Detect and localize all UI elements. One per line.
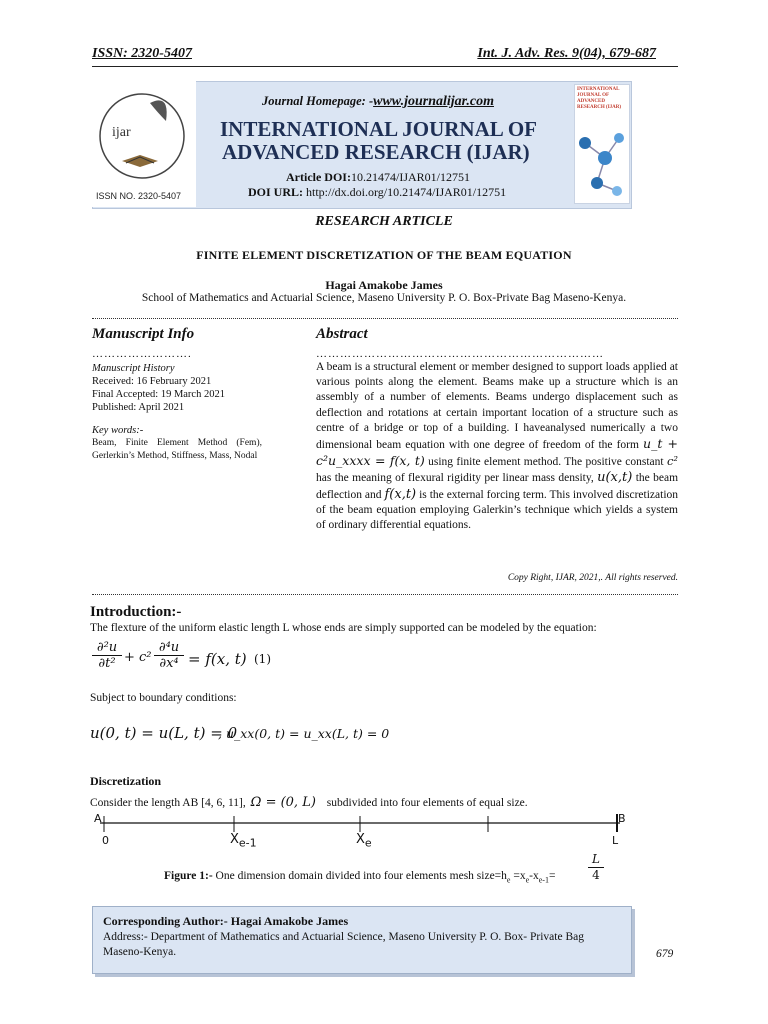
issn-header: ISSN: 2320-5407 [92, 46, 192, 61]
introduction-text: The flexture of the uniform elastic length L whose ends are simply supported can be modeled by the equation: [90, 622, 597, 634]
author-affiliation: School of Mathematics and Actuarial Science, Maseno University P. O. Box-Private Bag Maseno-Kenya. [141, 292, 627, 304]
node-xe1-label [230, 832, 257, 850]
boundary-conditions-label: Subject to boundary conditions: [90, 692, 237, 704]
manuscript-info-heading: Manuscript Info [92, 326, 195, 342]
received-date: Received: 16 February 2021 [92, 376, 212, 387]
history-label: Manuscript History [92, 363, 175, 374]
discretization-text-1: Consider the length AB [4, 6, 11], [90, 797, 246, 809]
homepage-link[interactable]: www.journalijar.com [373, 94, 494, 109]
journal-title-line1: INTERNATIONAL JOURNAL OF [220, 117, 537, 141]
xe1-base: X [230, 832, 239, 847]
keywords-label: Key words:- [92, 425, 144, 436]
abstract-fxt: f(x,t) [384, 486, 417, 502]
doi-url-value[interactable]: http://dx.doi.org/10.21474/IJAR01/12751 [306, 185, 507, 199]
point-A-label: A [94, 812, 102, 825]
journal-logo [92, 81, 196, 207]
page-number: 679 [656, 948, 674, 960]
abstract-uxt: u(x,t) [597, 470, 633, 486]
corresponding-author-box [92, 906, 632, 974]
logo-text: ijar [112, 125, 131, 140]
article-type: RESEARCH ARTICLE [315, 214, 453, 229]
caption-mid: =x [510, 870, 526, 882]
journal-cover-thumbnail [574, 84, 630, 204]
caption-sub-e2: e [525, 875, 530, 885]
separator-dots-1 [92, 318, 678, 319]
eq1-number: (1) [254, 652, 271, 666]
separator-dots-2 [92, 594, 678, 595]
omega-domain: Ω = (0, L) [250, 795, 316, 810]
figure-1-caption [164, 870, 555, 884]
molecule-icon [575, 113, 629, 203]
abstract-text-4: the beam deflection and [316, 472, 679, 501]
boundary-condition-2: , u_xx(0, t) = u_xx(L, t) = 0 [218, 726, 390, 741]
node-xe-label [356, 832, 372, 850]
discretization-text [90, 795, 528, 810]
corresponding-author-address: Address:- Department of Mathematics and Actuarial Science, Maseno University P. O. Box- Private Bag Maseno-Kenya. [103, 931, 584, 958]
cover-title: INTERNATIONAL JOURNAL OF ADVANCED RESEARCH (IJAR) [577, 87, 622, 110]
caption-equals: = [548, 870, 556, 882]
node-0-label: 0 [102, 834, 109, 847]
logo-emblem-icon [92, 81, 196, 207]
caption-sub-e: e [506, 875, 511, 885]
corresponding-author-label: Corresponding Author:- Hagai Amakobe James [103, 914, 349, 928]
fraction-denominator: 4 [588, 867, 604, 883]
published-date: Published: April 2021 [92, 402, 185, 413]
abstract-c2: c² [666, 454, 679, 469]
doi-value: 10.21474/IJAR01/12751 [350, 170, 470, 184]
eq1-plus: + c² [124, 650, 152, 665]
abstract-body [316, 360, 678, 533]
abstract-heading: Abstract [316, 326, 368, 342]
manuscript-history [92, 362, 262, 462]
journal-title-line2: ADVANCED RESEARCH (IJAR) [222, 140, 530, 164]
abstract-text-3: has the meaning of flexural rigidity per linear mass density, [316, 472, 594, 485]
manuscript-dots: ……………………. [92, 348, 192, 360]
journal-homepage [262, 94, 494, 110]
xe1-sub: e-1 [238, 836, 257, 850]
figure-caption-text: One dimension domain divided into four elements mesh size=h [212, 870, 507, 882]
eq1-rhs: = f(x, t) [188, 650, 247, 668]
caption-sub-e1: e-1 [538, 875, 549, 885]
abstract-text-5: is the external forcing term. This involved discretization of the beam equation employing Galerkin’s technique which yields a system of ordinary differential equations. [316, 488, 679, 532]
discretization-heading: Discretization [90, 774, 162, 788]
discretization-text-2: subdivided into four elements of equal size. [326, 797, 528, 809]
article-title: FINITE ELEMENT DISCRETIZATION OF THE BEAM EQUATION [196, 248, 572, 262]
author-name: Hagai Amakobe James [325, 278, 443, 292]
figure-label: Figure 1:- [164, 870, 213, 882]
copyright-notice: Copy Right, IJAR, 2021,. All rights reserved. [507, 573, 678, 583]
equation-1 [92, 640, 292, 684]
abstract-text-1: A beam is a structural element or member designed to support loads applied at various points along the element. Beams make up a structure which is an assembly of a number of elements. Beams undergo displacement such as deflection and rotations at certain important location of a structure such as centre of a bridge or top of a building. I haveanalysed numerically a two dimensional beam equation with one degree of freedom of the form [316, 361, 678, 452]
doi-url [248, 185, 506, 200]
header-rule [92, 66, 678, 67]
introduction-heading: Introduction:- [90, 604, 182, 620]
abstract-text-2: using finite element method. The positive constant [428, 456, 664, 469]
xe-sub: e [364, 836, 372, 850]
fraction-numerator: L [592, 852, 600, 866]
node-L-label: L [612, 834, 619, 847]
eq1-num1: ∂²u [96, 640, 118, 655]
point-B-label: B [618, 812, 626, 825]
journal-title [220, 118, 537, 164]
eq1-den1: ∂t² [92, 655, 122, 671]
doi-label: Article DOI: [286, 170, 351, 184]
abstract-dots: ……………………………………………………………… [316, 348, 604, 360]
article-doi [286, 170, 470, 185]
logo-issn: ISSN NO. 2320-5407 [96, 191, 182, 201]
eq1-num2: ∂⁴u [158, 640, 180, 655]
accepted-date: Final Accepted: 19 March 2021 [92, 389, 225, 400]
mesh-size-fraction [588, 852, 604, 883]
doi-url-label: DOI URL: [248, 185, 304, 199]
caption-minus: -x [529, 870, 539, 882]
eq1-den2: ∂x⁴ [154, 655, 184, 671]
boundary-condition-1: u(0, t) = u(L, t) = 0 [90, 724, 238, 742]
homepage-label: Journal Homepage: - [262, 94, 374, 108]
abstract-equation: u_t + c²u_xxxx = f(x, t) [316, 436, 678, 469]
xe-base: X [356, 832, 365, 847]
keywords-list: Beam, Finite Element Method (Fem), Gerlerkin’s Method, Stiffness, Mass, Nodal [92, 438, 262, 461]
citation-header: Int. J. Adv. Res. 9(04), 679-687 [477, 46, 656, 61]
